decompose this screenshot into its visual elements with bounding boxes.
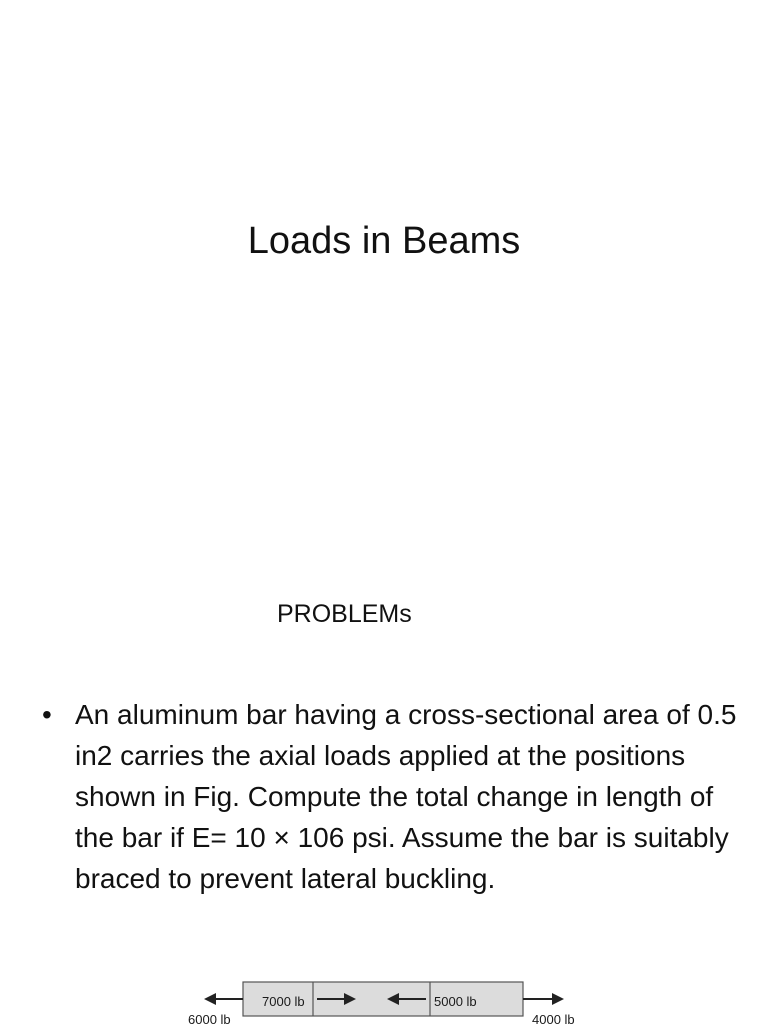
axial-load-figure: [180, 972, 600, 1024]
section-heading: PROBLEMs: [277, 600, 412, 628]
bullet-icon: •: [42, 699, 52, 730]
left-load-arrow-icon: [204, 993, 243, 1005]
bullet-text: An aluminum bar having a cross-sectional area of 0.5 in2 carries the axial loads applied at the positions shown in Fig. Compute the total change in length of the bar if E= 10 × 106 psi. Assume the bar is suitably braced to prevent lateral buckling.: [75, 699, 737, 894]
axial-load-diagram: [180, 972, 600, 1024]
right-load-arrow-icon: [523, 993, 564, 1005]
bullet-list: [40, 694, 740, 899]
right-load-label: 4000 lb: [532, 1012, 575, 1024]
bullet-item-problem: [40, 694, 740, 899]
slide-title: Loads in Beams: [247, 220, 521, 262]
middle-left-load-label: 7000 lb: [262, 994, 305, 1009]
middle-right-load-label: 5000 lb: [434, 994, 477, 1009]
left-load-label: 6000 lb: [188, 1012, 231, 1024]
